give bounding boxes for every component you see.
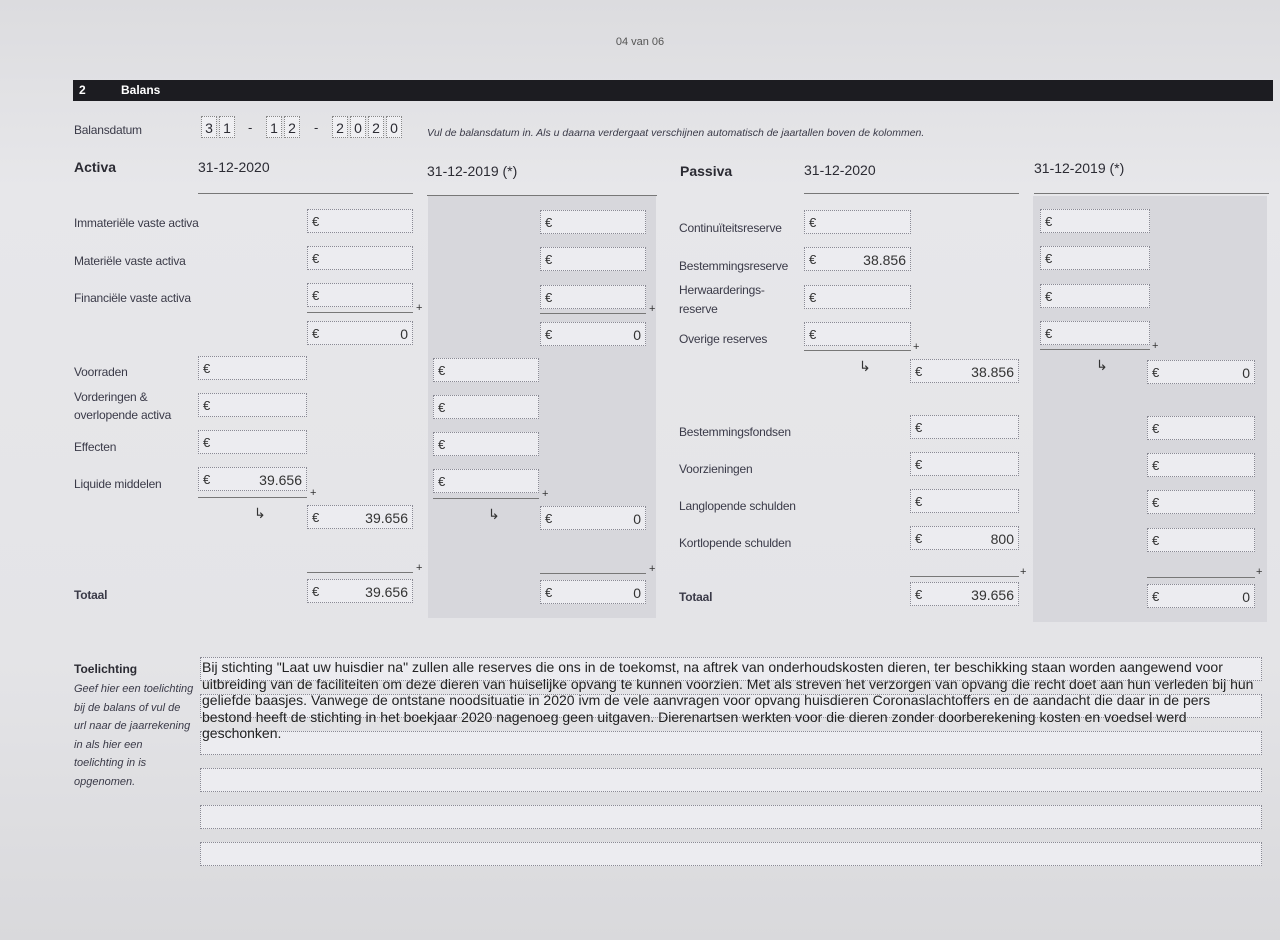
- section-number: 2: [79, 83, 86, 97]
- plus-sign: +: [416, 302, 423, 314]
- header-rule: [1034, 193, 1269, 194]
- sum-rule: [804, 350, 911, 351]
- balance-date-input[interactable]: [197, 116, 422, 142]
- field-materieel-2019[interactable]: €: [540, 247, 646, 271]
- date-instruction: Vul de balansdatum in. Als u daarna verdergaat verschijnen automatisch de jaartallen boven de kolommen.: [427, 127, 925, 139]
- plus-sign: +: [416, 562, 423, 574]
- date-year-2[interactable]: 0: [350, 116, 366, 138]
- label-totaal-passiva: Totaal: [679, 590, 713, 604]
- note-line[interactable]: [200, 805, 1262, 829]
- label-vorderingen: Vorderingen & overlopende activa: [74, 390, 172, 422]
- date-year-1[interactable]: 2: [332, 116, 348, 138]
- field-liquide-2019[interactable]: €: [433, 469, 539, 493]
- field-immaterieel-2019[interactable]: €: [540, 210, 646, 234]
- field-herwaardering-2020[interactable]: €: [804, 285, 911, 309]
- field-fondsen-2019[interactable]: €: [1147, 416, 1255, 440]
- section-title: Balans: [121, 83, 161, 97]
- toelichting-hint: Geef hier een toelichting bij de balans of vul de url naar de jaarrekening in als hier een toelichting in is opgenomen.: [74, 683, 194, 788]
- field-vaste-subtotal-2020: € 0: [307, 321, 413, 345]
- field-reserves-subtotal-2019: € 0: [1147, 360, 1255, 384]
- carry-arrow-icon: ↳: [254, 505, 266, 521]
- label-overige-reserves: Overige reserves: [679, 332, 768, 346]
- sum-rule: [1147, 577, 1255, 578]
- field-langlopend-2020[interactable]: €: [910, 489, 1019, 513]
- field-immaterieel-2020[interactable]: €: [307, 209, 413, 233]
- field-voorraden-2019[interactable]: €: [433, 358, 539, 382]
- field-voorzieningen-2020[interactable]: €: [910, 452, 1019, 476]
- sum-rule: [307, 572, 413, 573]
- label-immateriele-vaste-activa: Immateriële vaste activa: [74, 216, 199, 230]
- field-langlopend-2019[interactable]: €: [1147, 490, 1255, 514]
- label-herwaarderingsreserve: Herwaarderings-reserve: [679, 283, 765, 316]
- sum-rule: [1040, 349, 1150, 350]
- label-financiele-vaste-activa: Financiële vaste activa: [74, 291, 191, 305]
- field-continuiteit-2020[interactable]: €: [804, 210, 911, 234]
- plus-sign: +: [542, 488, 549, 500]
- field-financieel-2020[interactable]: €: [307, 283, 413, 307]
- field-bestemmingsreserve-2020[interactable]: € 38.856: [804, 247, 911, 271]
- label-materiele-vaste-activa: Materiële vaste activa: [74, 254, 186, 268]
- field-totaal-passiva-2020: € 39.656: [910, 582, 1019, 606]
- field-overige-2019[interactable]: €: [1040, 321, 1150, 345]
- field-kortlopend-2019[interactable]: €: [1147, 528, 1255, 552]
- date-year-4[interactable]: 0: [386, 116, 402, 138]
- field-reserves-subtotal-2020: € 38.856: [910, 359, 1019, 383]
- passiva-col-2019: 31-12-2019 (*): [1034, 160, 1125, 176]
- field-vlottend-subtotal-2020: € 39.656: [307, 505, 413, 529]
- date-month-1[interactable]: 1: [266, 116, 282, 138]
- label-effecten: Effecten: [74, 440, 117, 454]
- note-line[interactable]: [200, 842, 1262, 866]
- activa-col-2019: 31-12-2019 (*): [427, 163, 518, 179]
- activa-title: Activa: [74, 159, 117, 175]
- header-rule: [804, 193, 1019, 194]
- carry-arrow-icon: ↳: [488, 506, 500, 522]
- field-totaal-passiva-2019: € 0: [1147, 584, 1255, 608]
- field-fondsen-2020[interactable]: €: [910, 415, 1019, 439]
- plus-sign: +: [310, 487, 317, 499]
- field-continuiteit-2019[interactable]: €: [1040, 209, 1150, 233]
- toelichting-title: Toelichting: [74, 662, 138, 676]
- field-kortlopend-2020[interactable]: € 800: [910, 526, 1019, 550]
- plus-sign: +: [649, 303, 656, 315]
- label-totaal-activa: Totaal: [74, 588, 108, 602]
- field-effecten-2020[interactable]: €: [198, 430, 307, 454]
- sum-rule: [910, 576, 1019, 577]
- label-liquide-middelen: Liquide middelen: [74, 477, 162, 491]
- passiva-col-2020: 31-12-2020: [804, 162, 876, 178]
- section-bar: [73, 80, 1273, 101]
- sum-rule: [540, 573, 646, 574]
- date-year-3[interactable]: 2: [368, 116, 384, 138]
- toelichting-text[interactable]: Bij stichting "Laat uw huisdier na" zullen alle reserves die ons in de toekomst, na aftrek van onderhoudskosten dieren, ter beschikking staan worden aangewend voor uitbreiding van de faciliteiten om deze dieren van huiselijke opvang te kunnen voorzien. Met als streven het verzorgen van opvang die recht doet aan hun verleden bij hun geliefde baasjes. Vanwege de ontstane noodsituatie in 2020 ivm de vele aanvragen voor opvang huisdieren Coronaslachtoffers en de aandacht die daar in de pers bestond heeft de stichting in het boekjaar 2020 nagenoeg geen uitgaven. Dierenartsen werkten voor die dieren zonder doorberekening kosten en voedsel werd geschonken.: [202, 659, 1254, 742]
- label-kortlopende-schulden: Kortlopende schulden: [679, 536, 792, 550]
- carry-arrow-icon: ↳: [859, 358, 871, 374]
- sum-rule: [433, 498, 539, 499]
- label-voorraden: Voorraden: [74, 365, 128, 379]
- field-voorraden-2020[interactable]: €: [198, 356, 307, 380]
- header-rule: [198, 193, 413, 194]
- field-vorderingen-2019[interactable]: €: [433, 395, 539, 419]
- field-liquide-2020[interactable]: € 39.656: [198, 467, 307, 491]
- label-voorzieningen: Voorzieningen: [679, 462, 753, 476]
- date-separator: -: [314, 120, 319, 135]
- field-materieel-2020[interactable]: €: [307, 246, 413, 270]
- field-voorzieningen-2019[interactable]: €: [1147, 453, 1255, 477]
- sum-rule: [198, 497, 307, 498]
- page-number: 04 van 06: [615, 36, 665, 48]
- passiva-title: Passiva: [680, 163, 733, 179]
- plus-sign: +: [1256, 566, 1263, 578]
- label-continuiteitsreserve: Continuïteitsreserve: [679, 221, 782, 235]
- date-day-2[interactable]: 1: [219, 116, 235, 138]
- sum-rule: [540, 313, 646, 314]
- label-bestemmingsreserve: Bestemmingsreserve: [679, 259, 789, 273]
- balance-date-label: Balansdatum: [74, 123, 142, 137]
- field-totaal-activa-2020: € 39.656: [307, 579, 413, 603]
- plus-sign: +: [649, 563, 656, 575]
- header-rule: [427, 195, 657, 196]
- activa-col-2020: 31-12-2020: [198, 159, 270, 175]
- field-vaste-subtotal-2019: € 0: [540, 322, 646, 346]
- plus-sign: +: [1020, 566, 1027, 578]
- date-separator: -: [248, 120, 253, 135]
- plus-sign: +: [913, 341, 920, 353]
- label-bestemmingsfondsen: Bestemmingsfondsen: [679, 425, 791, 439]
- field-bestemmingsreserve-2019[interactable]: €: [1040, 246, 1150, 270]
- field-vorderingen-2020[interactable]: €: [198, 393, 307, 417]
- field-effecten-2019[interactable]: €: [433, 432, 539, 456]
- carry-arrow-icon: ↳: [1096, 357, 1108, 373]
- field-totaal-activa-2019: € 0: [540, 580, 646, 604]
- date-month-2[interactable]: 2: [284, 116, 300, 138]
- field-vlottend-subtotal-2019: € 0: [540, 506, 646, 530]
- field-financieel-2019[interactable]: €: [540, 285, 646, 309]
- note-line[interactable]: [200, 768, 1262, 792]
- field-overige-2020[interactable]: €: [804, 322, 911, 346]
- field-herwaardering-2019[interactable]: €: [1040, 284, 1150, 308]
- plus-sign: +: [1152, 340, 1159, 352]
- sum-rule: [307, 312, 413, 313]
- date-day-1[interactable]: 3: [201, 116, 217, 138]
- label-langlopende-schulden: Langlopende schulden: [679, 499, 796, 513]
